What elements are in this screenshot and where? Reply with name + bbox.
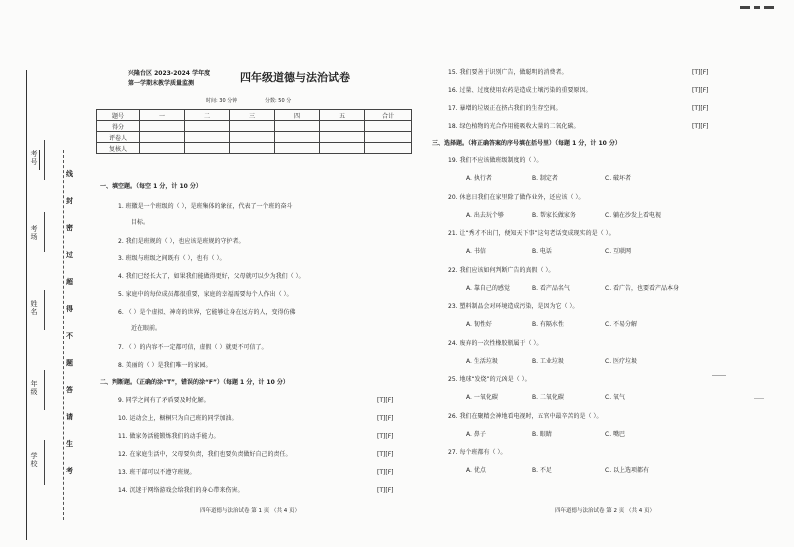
table-row bbox=[97, 121, 412, 132]
choice-option[interactable]: C. 躺在沙发上看电视 bbox=[605, 212, 662, 219]
question-text: 4. 我们已经长大了，如果我们能做得更好，父母就可以少为我们（ ）。 bbox=[118, 273, 305, 280]
question-text: 11. 做家务活能锻炼我们的动手能力。 bbox=[118, 433, 220, 440]
seal-notice-char: 答 bbox=[66, 386, 73, 394]
table-header-cell: 合计 bbox=[365, 110, 412, 121]
cut-line bbox=[63, 150, 64, 520]
choice-option[interactable]: B. 帮家长做家务 bbox=[532, 212, 576, 219]
table-header-cell: 二 bbox=[185, 110, 230, 121]
school-line-1: 兴隆台区 2023-2024 学年度 bbox=[128, 70, 211, 77]
row-label: 得分 bbox=[97, 121, 140, 132]
tf-box[interactable]: [T][F] bbox=[692, 105, 709, 112]
choice-option[interactable]: A. 一氧化碳 bbox=[466, 394, 498, 401]
xingming-label: 姓名 bbox=[30, 300, 38, 316]
score-cell[interactable] bbox=[275, 132, 320, 143]
blank-line bbox=[44, 440, 45, 485]
question-text: 近在眼前。 bbox=[131, 325, 162, 332]
tf-box[interactable]: [T][F] bbox=[377, 469, 394, 476]
section3-heading: 三、选择题。（将正确答案的序号填在括号里）（每题 1 分，计 10 分） bbox=[432, 140, 621, 147]
choice-option[interactable]: C. 看广告，也要看产品本身 bbox=[605, 285, 680, 292]
exam-title: 四年级道德与法治试卷 bbox=[240, 71, 350, 84]
question-text: 21. 让“秀才不出门，便知天下事”这句老话变成现实的是（ ）。 bbox=[448, 230, 615, 237]
question-text: 14. 沉迷于网络游戏会给我们的身心带来伤害。 bbox=[118, 487, 244, 494]
choice-option[interactable]: A. 优点 bbox=[466, 467, 486, 474]
section1-heading: 一、填空题。（每空 1 分，计 10 分） bbox=[100, 183, 202, 190]
score-cell[interactable] bbox=[320, 132, 365, 143]
tf-box[interactable]: [T][F] bbox=[377, 487, 394, 494]
score-cell[interactable] bbox=[140, 143, 185, 154]
question-text: 24. 废弃的一次性橡胶瓶属于（ ）。 bbox=[448, 340, 543, 347]
choice-option[interactable]: B. 有隔水性 bbox=[532, 321, 564, 328]
tf-box[interactable]: [T][F] bbox=[377, 397, 394, 404]
choice-option[interactable]: C. 互联网 bbox=[605, 248, 632, 255]
tf-box[interactable]: [T][F] bbox=[692, 87, 709, 94]
score-cell[interactable] bbox=[230, 132, 275, 143]
scan-mark bbox=[712, 375, 726, 376]
section2-heading: 二、判断题。（正确的涂“T”，错误的涂“F”）（每题 1 分，计 10 分） bbox=[100, 379, 289, 386]
seal-notice-char: 考 bbox=[66, 467, 73, 475]
tf-box[interactable]: [T][F] bbox=[692, 69, 709, 76]
choice-option[interactable]: A. 书信 bbox=[466, 248, 486, 255]
tf-box[interactable]: [T][F] bbox=[377, 433, 394, 440]
seal-notice-char: 不 bbox=[66, 332, 73, 340]
score-table bbox=[96, 109, 412, 154]
tf-box[interactable]: [T][F] bbox=[377, 451, 394, 458]
seal-notice-char: 生 bbox=[66, 440, 73, 448]
choice-option[interactable]: C. 嘴巴 bbox=[605, 431, 626, 438]
blank-line bbox=[44, 212, 45, 252]
choice-option[interactable]: B. 二氧化碳 bbox=[532, 394, 564, 401]
choice-option[interactable]: B. 眼睛 bbox=[532, 431, 552, 438]
seal-notice-char: 题 bbox=[66, 359, 73, 367]
blank-line bbox=[44, 290, 45, 330]
question-text: 5. 家庭中的每位成员都很重要，家庭的幸福需要每个人作出（ ）。 bbox=[118, 291, 293, 298]
table-header-cell: 四 bbox=[275, 110, 320, 121]
table-row bbox=[97, 110, 412, 121]
question-text: 19. 我们不应该做班级制度的（ ）。 bbox=[448, 157, 543, 164]
binding-line bbox=[26, 70, 27, 540]
question-text: 17. 暴增的垃圾正在挤占我们的生存空间。 bbox=[448, 105, 562, 112]
question-text: 25. 地球“发烧”的元凶是（ ）。 bbox=[448, 376, 531, 383]
question-text: 10. 运动会上，橱桐只为自己班的同学加油。 bbox=[118, 415, 238, 422]
table-row bbox=[97, 143, 412, 154]
choice-option[interactable]: C. 以上选项都有 bbox=[605, 467, 650, 474]
question-text: 27. 每个班都有（ ）。 bbox=[448, 449, 507, 456]
choice-option[interactable]: B. 电话 bbox=[532, 248, 552, 255]
choice-option[interactable]: A. 出去玩个够 bbox=[466, 212, 504, 219]
question-text: 22. 我们应该如何判断广告的真假（ ）。 bbox=[448, 267, 555, 274]
seal-notice-char: 过 bbox=[66, 251, 73, 259]
xuexiao-label: 学校 bbox=[30, 452, 38, 468]
choice-option[interactable]: C. 医疗垃圾 bbox=[605, 358, 638, 365]
choice-option[interactable]: B. 制定者 bbox=[532, 175, 558, 182]
choice-option[interactable]: B. 不足 bbox=[532, 467, 552, 474]
exam-score: 分数: 50 分 bbox=[265, 98, 292, 104]
seal-notice-char: 线 bbox=[66, 170, 73, 178]
choice-option[interactable]: A. 执行者 bbox=[466, 175, 492, 182]
choice-option[interactable]: B. 工业垃圾 bbox=[532, 358, 564, 365]
page-footer-left: 四年道德与法治试卷 第 1 页 （共 4 页） bbox=[200, 508, 300, 514]
score-cell[interactable] bbox=[140, 121, 185, 132]
table-row bbox=[97, 132, 412, 143]
choice-option[interactable]: C. 不易分解 bbox=[605, 321, 638, 328]
question-text: 26. 我们在聚精会神地看电视时，五官中最辛苦的是（ ）。 bbox=[448, 413, 603, 420]
score-cell[interactable] bbox=[185, 121, 230, 132]
nianji-label: 年级 bbox=[30, 380, 38, 396]
seal-notice-char: 密 bbox=[66, 224, 73, 232]
choice-option[interactable]: C. 破坏者 bbox=[605, 175, 632, 182]
score-cell[interactable] bbox=[275, 121, 320, 132]
question-text: 18. 绿色植物的光合作用能吸收大量的二氧化碳。 bbox=[448, 123, 580, 130]
score-cell[interactable] bbox=[320, 143, 365, 154]
question-text: 2. 我们是班规的（ ），也应该是班规的守护者。 bbox=[118, 238, 245, 245]
choice-option[interactable]: A. 鼻子 bbox=[466, 431, 486, 438]
question-text: 23. 塑料制品会对环境造成污染，是因为它（ ）。 bbox=[448, 303, 579, 310]
registration-marks bbox=[740, 4, 790, 14]
row-label: 评卷人 bbox=[97, 132, 140, 143]
question-text: 15. 我们要善于识别广告，做聪明的消费者。 bbox=[448, 69, 568, 76]
seal-notice-char: 超 bbox=[66, 278, 73, 286]
score-cell[interactable] bbox=[230, 143, 275, 154]
table-header-cell: 三 bbox=[230, 110, 275, 121]
blank-line bbox=[44, 140, 45, 180]
table-header-cell: 题号 bbox=[97, 110, 140, 121]
score-cell[interactable] bbox=[275, 143, 320, 154]
choice-option[interactable]: A. 生活垃圾 bbox=[466, 358, 498, 365]
score-cell[interactable] bbox=[365, 143, 412, 154]
choice-option[interactable]: A. 韧性好 bbox=[466, 321, 492, 328]
choice-option[interactable]: B. 看产品名气 bbox=[532, 285, 570, 292]
question-text: 12. 在家庭生活中，父母要负责，我们也要负责做好自己的责任。 bbox=[118, 451, 292, 458]
score-cell[interactable] bbox=[365, 121, 412, 132]
tf-box[interactable]: [T][F] bbox=[377, 415, 394, 422]
question-text: 9. 同学之间有了矛盾要及时化解。 bbox=[118, 397, 210, 404]
score-cell[interactable] bbox=[140, 132, 185, 143]
score-cell[interactable] bbox=[185, 132, 230, 143]
question-text: 8. 美丽的（ ）是我们唯一的家园。 bbox=[118, 362, 212, 369]
kaohao-label: 考号 bbox=[30, 150, 38, 166]
choice-option[interactable]: A. 靠自己的感觉 bbox=[466, 285, 510, 292]
row-label: 复核人 bbox=[97, 143, 140, 154]
page-footer-right: 四年道德与法治试卷 第 2 页 （共 4 页） bbox=[555, 508, 655, 514]
school-line-2: 第一学期末教学质量监测 bbox=[128, 80, 195, 87]
kaohao-blank bbox=[39, 150, 40, 170]
score-cell[interactable] bbox=[320, 121, 365, 132]
table-header-cell: 一 bbox=[140, 110, 185, 121]
question-text: 3. 班级与班级之间既有（ ），也有（ ）。 bbox=[118, 255, 226, 262]
kaochang-label: 考场 bbox=[30, 225, 38, 241]
question-text: 7. （ ）的内容不一定都可信，虚假（ ）就更不可信了。 bbox=[118, 344, 268, 351]
choice-option[interactable]: C. 氧气 bbox=[605, 394, 626, 401]
seal-notice-char: 得 bbox=[66, 305, 73, 313]
score-cell[interactable] bbox=[365, 132, 412, 143]
seal-notice-char: 封 bbox=[66, 197, 73, 205]
table-header-cell: 五 bbox=[320, 110, 365, 121]
question-text: 16. 过量、过度使用农药是造成土壤污染的重要原因。 bbox=[448, 87, 592, 94]
question-text: 6. （ ）是个虚拟、神奇的世界，它能够让身在远方的人，变得仿佛 bbox=[118, 309, 296, 316]
exam-time: 时间: 30 分钟 bbox=[206, 98, 238, 104]
question-text: 20. 休息日我们在家里除了做作业外，还应该（ ）。 bbox=[448, 194, 585, 201]
question-text: 目标。 bbox=[131, 219, 150, 226]
question-text: 1. 班徽是一个班级的（ ），是班集体的象征，代表了一个班的奋斗 bbox=[118, 203, 293, 210]
score-cell[interactable] bbox=[230, 121, 275, 132]
score-cell[interactable] bbox=[185, 143, 230, 154]
blank-line bbox=[44, 370, 45, 410]
seal-notice-char: 请 bbox=[66, 413, 73, 421]
question-text: 13. 班干部可以不遵守班规。 bbox=[118, 469, 196, 476]
tf-box[interactable]: [T][F] bbox=[692, 123, 709, 130]
scan-mark bbox=[754, 398, 764, 399]
